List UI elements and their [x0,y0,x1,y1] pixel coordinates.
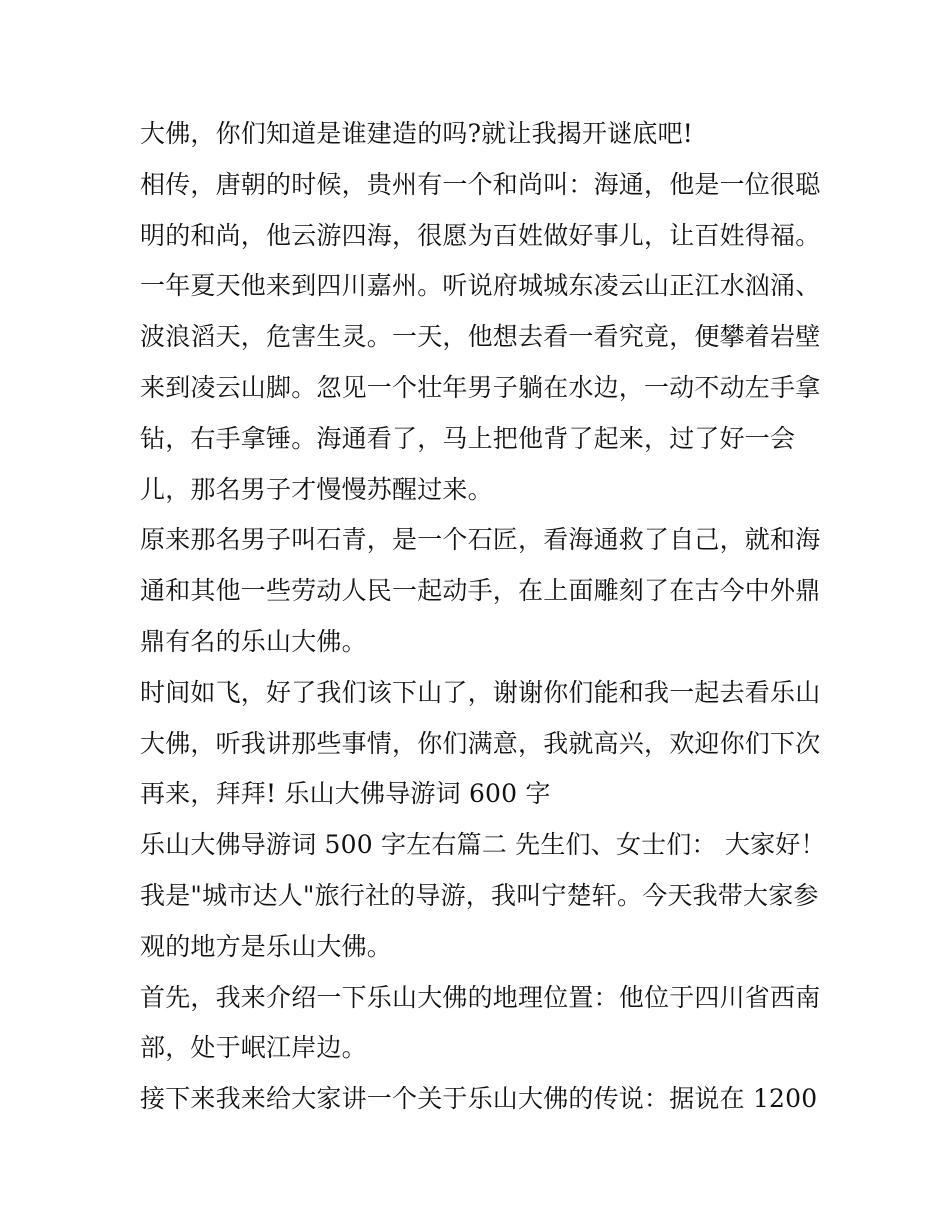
text-line: 时间如飞，好了我们该下山了，谢谢你们能和我一起去看乐山 [140,677,821,707]
text-line: 大佛，你们知道是谁建造的吗?就让我揭开谜底吧! [140,119,694,148]
text-line: 再来，拜拜! 乐山大佛导游词 600 字 [140,779,551,809]
text-line: 明的和尚，他云游四海，很愿为百姓做好事儿，让百姓得福。 [140,220,821,250]
text-line: 原来那名男子叫石青，是一个石匠，看海通救了自己，就和海 [140,525,821,555]
text-line: 首先，我来介绍一下乐山大佛的地理位置：他位于四川省西南 [140,982,821,1012]
text-line: 波浪滔天，危害生灵。一天，他想去看一看究竟，便攀着岩壁 [140,322,821,352]
text-line: 部，处于岷江岸边。 [140,1033,367,1063]
text-line: 我是"城市达人"旅行社的导游，我叫宁楚轩。今天我带大家参 [140,880,819,910]
text-line: 钻，右手拿锤。海通看了，马上把他背了起来，过了好一会 [140,423,796,453]
text-line: 鼎有名的乐山大佛。 [140,626,367,656]
body-text [140,109,840,1125]
text-line: 通和其他一些劳动人民一起动手，在上面雕刻了在古今中外鼎 [140,576,821,606]
text-line: 相传，唐朝的时候，贵州有一个和尚叫：海通，他是一位很聪 [140,169,821,199]
text-line: 接下来我来给大家讲一个关于乐山大佛的传说：据说在 1200 [140,1084,818,1114]
text-line: 乐山大佛导游词 500 字左右篇二 先生们、女士们： 大家好！ [140,830,826,860]
text-line: 观的地方是乐山大佛。 [140,931,393,961]
text-line: 一年夏天他来到四川嘉州。听说府城城东凌云山正江水汹涌、 [140,271,821,301]
text-line: 儿，那名男子才慢慢苏醒过来。 [140,474,493,504]
text-line: 来到凌云山脚。忽见一个壮年男子躺在水边，一动不动左手拿 [140,372,821,402]
text-line: 大佛，听我讲那些事情，你们满意，我就高兴，欢迎你们下次 [140,728,821,758]
